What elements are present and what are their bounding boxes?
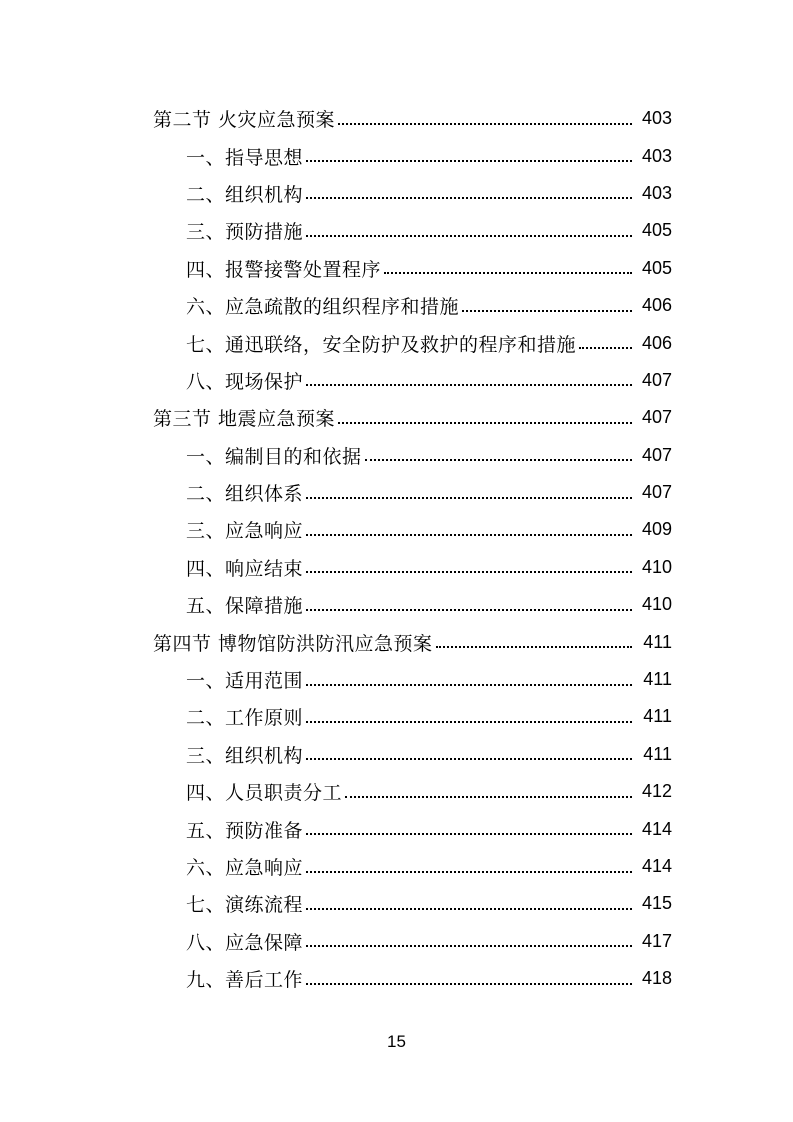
toc-entry-page: 403 [641, 108, 672, 129]
toc-dot-leader [306, 945, 632, 947]
toc-dot-leader [306, 571, 632, 573]
toc-entry[interactable] [0, 175, 793, 212]
toc-entry-page: 405 [641, 220, 672, 241]
toc-entry-title: 一、指导思想 [186, 146, 304, 169]
toc-dot-leader [306, 497, 632, 499]
toc-dot-leader [306, 871, 632, 873]
toc-entry-page: 407 [641, 407, 672, 428]
toc-entry-section-2[interactable] [0, 100, 793, 137]
toc-entry-page: 412 [641, 781, 672, 802]
toc-entry-title: 一、编制目的和依据 [186, 445, 362, 468]
toc-entry-title: 二、工作原则 [186, 707, 304, 730]
toc-entry[interactable] [0, 437, 793, 474]
toc-entry-title: 二、组织机构 [186, 183, 304, 206]
toc-entry[interactable] [0, 960, 793, 997]
toc-entry-title: 四、报警接警处置程序 [186, 258, 382, 281]
toc-dot-leader [306, 758, 632, 760]
toc-entry-title: 第四节 博物馆防洪防汛应急预案 [153, 632, 433, 655]
toc-entry-title: 六、应急疏散的组织程序和措施 [186, 296, 460, 319]
toc-entry[interactable] [0, 474, 793, 511]
toc-dot-leader [436, 646, 632, 648]
toc-entry-title: 七、演练流程 [186, 894, 304, 917]
toc-dot-leader [306, 235, 632, 237]
toc-dot-leader [462, 310, 632, 312]
toc-dot-leader [306, 908, 632, 910]
toc-entry-page: 409 [641, 519, 672, 540]
toc-entry[interactable] [0, 586, 793, 623]
toc-entry[interactable] [0, 250, 793, 287]
toc-entry-page: 410 [641, 594, 672, 615]
toc-entry[interactable] [0, 923, 793, 960]
toc-entry-page: 411 [643, 631, 672, 652]
toc-dot-leader [384, 272, 632, 274]
toc-entry-title: 二、组织体系 [186, 483, 304, 506]
toc-entry[interactable] [0, 810, 793, 847]
toc-entry[interactable] [0, 137, 793, 174]
toc-entry-title: 八、现场保护 [186, 370, 304, 393]
toc-entry-title: 第三节 地震应急预案 [153, 408, 336, 431]
toc-entry[interactable] [0, 848, 793, 885]
toc-dot-leader [338, 422, 632, 424]
toc-entry-page: 405 [641, 257, 672, 278]
page-number: 15 [387, 1032, 406, 1051]
toc-entry-title: 四、人员职责分工 [186, 782, 343, 805]
toc-entry-page: 411 [643, 669, 672, 690]
toc-entry-page: 418 [641, 968, 672, 989]
toc-entry[interactable] [0, 885, 793, 922]
toc-entry-page: 410 [641, 556, 672, 577]
toc-entry-page: 414 [641, 856, 672, 876]
toc-entry-page: 407 [641, 482, 672, 503]
toc-dot-leader [338, 123, 632, 125]
toc-dot-leader [306, 833, 632, 835]
toc-dot-leader [579, 347, 632, 349]
toc-entry-title: 九、善后工作 [186, 969, 304, 992]
toc-entry-title: 七、通迅联络，安全防护及救护的程序和措施 [186, 333, 577, 356]
toc-entry-page: 415 [641, 893, 672, 914]
toc-entry-title: 三、组织机构 [186, 744, 304, 767]
toc-dot-leader [306, 197, 632, 199]
toc-entry[interactable] [0, 511, 793, 548]
toc-dot-leader [365, 459, 632, 461]
toc-entry[interactable] [0, 212, 793, 249]
toc-dot-leader [306, 684, 632, 686]
toc-entry[interactable] [0, 549, 793, 586]
toc-entry-title: 八、应急保障 [186, 931, 304, 954]
toc-entry-title: 五、保障措施 [186, 595, 304, 618]
toc-dot-leader [345, 796, 632, 798]
toc-dot-leader [306, 609, 632, 611]
toc-entry-page: 406 [641, 332, 672, 353]
toc-entry-page: 417 [641, 930, 672, 951]
toc-entry-section-3[interactable] [0, 399, 793, 436]
toc-dot-leader [306, 534, 632, 536]
toc-entry-page: 407 [641, 444, 672, 465]
toc-entry-page: 403 [641, 182, 672, 203]
toc-entry-title: 第二节 火灾应急预案 [153, 109, 336, 132]
toc-entry-page: 406 [641, 295, 672, 316]
toc-dot-leader [306, 160, 632, 162]
toc-entry[interactable] [0, 661, 793, 698]
toc-entry-title: 四、响应结束 [186, 557, 304, 580]
toc-entry[interactable] [0, 324, 793, 361]
toc-entry-title: 五、预防准备 [186, 819, 304, 842]
toc-entry[interactable] [0, 362, 793, 399]
toc-dot-leader [306, 721, 632, 723]
toc-entry-title: 一、适用范围 [186, 670, 304, 693]
table-of-contents [0, 100, 793, 997]
toc-entry-title: 六、应急响应 [186, 857, 304, 879]
toc-entry-page: 411 [643, 706, 672, 727]
toc-entry[interactable] [0, 287, 793, 324]
toc-entry[interactable] [0, 736, 793, 773]
toc-entry-page: 403 [641, 145, 672, 166]
toc-entry-title: 三、应急响应 [186, 520, 304, 543]
toc-entry-title: 三、预防措施 [186, 221, 304, 244]
toc-entry-page: 414 [641, 818, 672, 839]
toc-entry[interactable] [0, 773, 793, 810]
toc-entry[interactable] [0, 698, 793, 735]
toc-entry-page: 407 [641, 369, 672, 390]
toc-entry-page: 411 [643, 743, 672, 764]
toc-dot-leader [306, 983, 632, 985]
toc-entry-section-4[interactable] [0, 623, 793, 660]
toc-dot-leader [306, 384, 632, 386]
